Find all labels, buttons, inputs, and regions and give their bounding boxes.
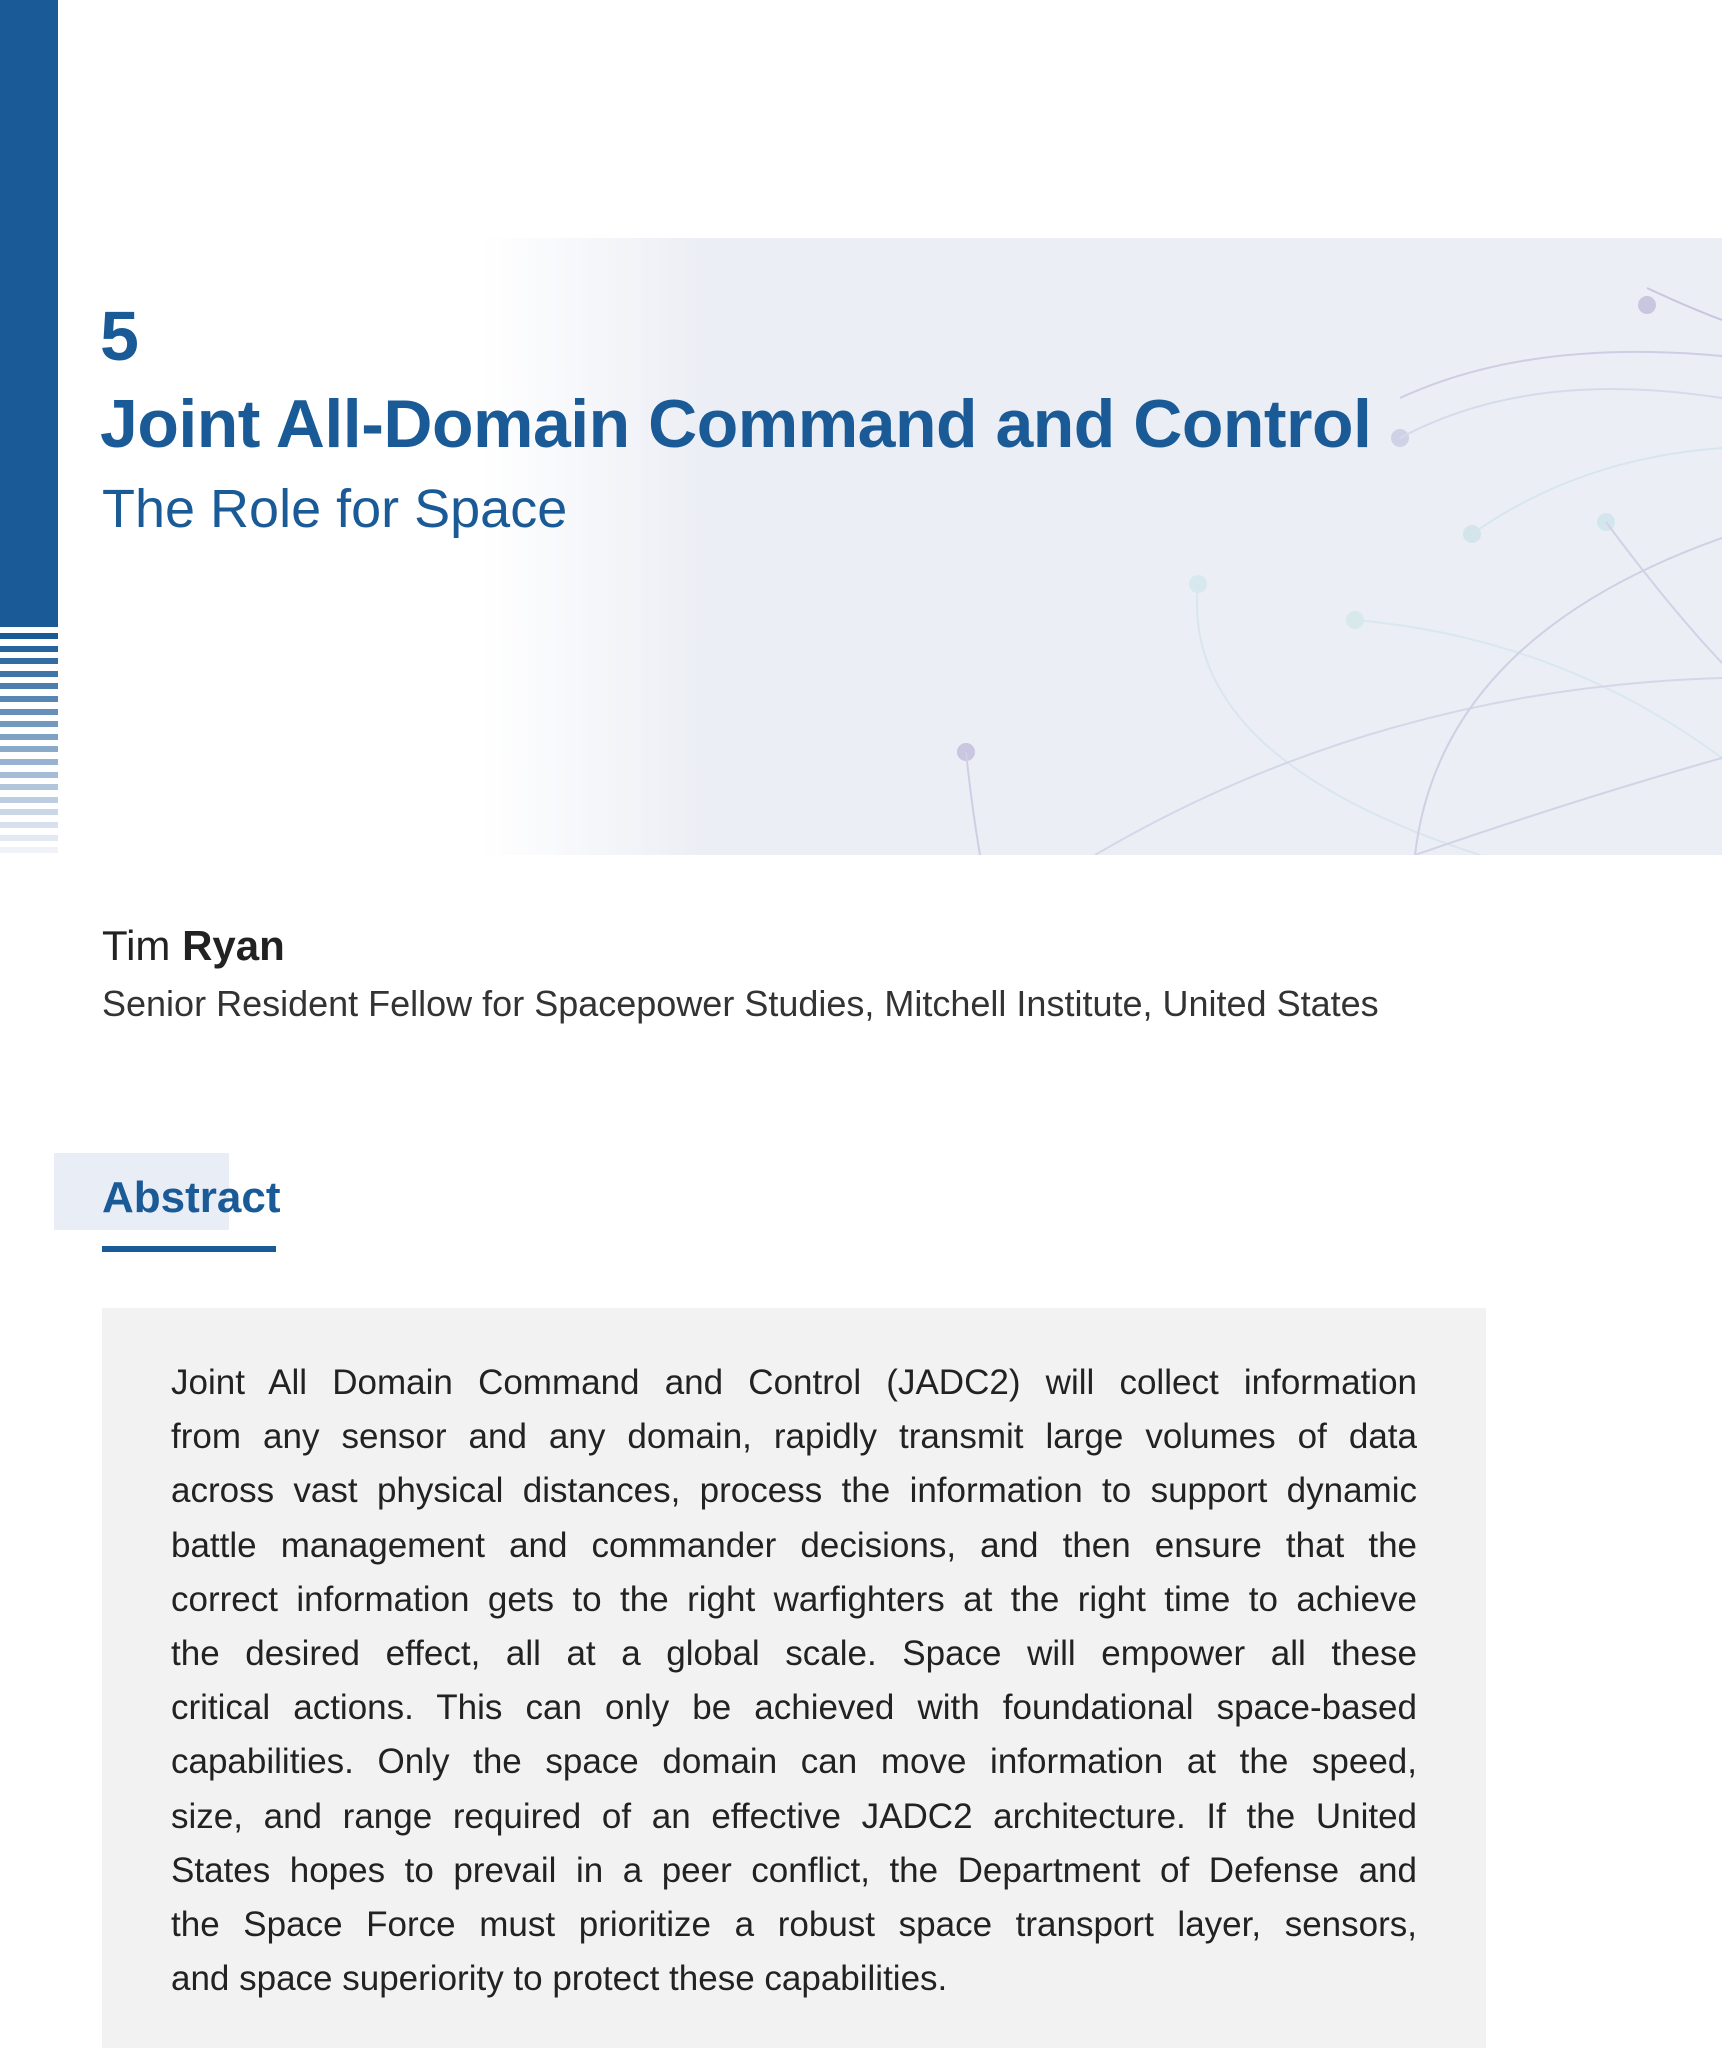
abstract-line: the Space Force must prioritize a robust space transport layer, sensors,: [171, 1904, 1417, 1944]
abstract-line: from any sensor and any domain, rapidly transmit large volumes of data: [171, 1417, 1417, 1457]
sidebar-stripe: [0, 633, 58, 639]
sidebar-stripe: [0, 847, 58, 853]
abstract-line: battle management and commander decisions, and then ensure that the: [171, 1525, 1417, 1565]
abstract-heading: Abstract: [102, 1173, 281, 1222]
sidebar-stripe: [0, 721, 58, 727]
network-decoration: [480, 238, 1722, 855]
sidebar-stripe: [0, 683, 58, 689]
abstract-line: across vast physical distances, process the information to support dynamic: [171, 1471, 1417, 1511]
abstract-underline: [102, 1246, 276, 1252]
sidebar-stripe: [0, 658, 58, 664]
abstract-line: Joint All Domain Command and Control (JADC2) will collect information: [171, 1363, 1417, 1402]
abstract-line: size, and range required of an effective JADC2 architecture. If the United: [171, 1796, 1417, 1836]
abstract-line: States hopes to prevail in a peer conflict, the Department of Defense and: [171, 1850, 1417, 1890]
sidebar-stripe: [0, 797, 58, 803]
abstract-line: capabilities. Only the space domain can move information at the speed,: [171, 1742, 1417, 1782]
sidebar-stripe: [0, 784, 58, 790]
sidebar-accent-bar: [0, 0, 58, 627]
author-affiliation: Senior Resident Fellow for Spacepower Studies, Mitchell Institute, United States: [102, 983, 1379, 1024]
chapter-title: Joint All-Domain Command and Control: [100, 386, 1372, 462]
author-last-name: Ryan: [182, 922, 285, 969]
sidebar-stripe: [0, 696, 58, 702]
sidebar-stripe: [0, 835, 58, 841]
sidebar-stripe: [0, 671, 58, 677]
sidebar-stripe: [0, 746, 58, 752]
sidebar-stripe: [0, 759, 58, 765]
sidebar-stripe: [0, 646, 58, 652]
abstract-line: correct information gets to the right warfighters at the right time to achieve: [171, 1579, 1417, 1619]
node-dot: [1638, 296, 1656, 314]
abstract-text: [171, 1356, 1417, 2006]
abstract-line: and space superiority to protect these capabilities.: [171, 1959, 948, 1999]
sidebar-stripe: [0, 822, 58, 828]
author-name: [102, 922, 285, 970]
title-banner: [480, 238, 1722, 855]
abstract-line: the desired effect, all at a global scale. Space will empower all these: [171, 1633, 1417, 1673]
sidebar-stripe: [0, 709, 58, 715]
abstract-line: critical actions. This can only be achieved with foundational space-based: [171, 1688, 1417, 1728]
sidebar-stripe: [0, 772, 58, 778]
chapter-subtitle: The Role for Space: [102, 479, 568, 539]
sidebar-stripe: [0, 734, 58, 740]
chapter-number: 5: [100, 297, 139, 375]
sidebar-stripe: [0, 809, 58, 815]
author-first-name: Tim: [102, 922, 171, 969]
sidebar-stripes: [0, 633, 58, 860]
